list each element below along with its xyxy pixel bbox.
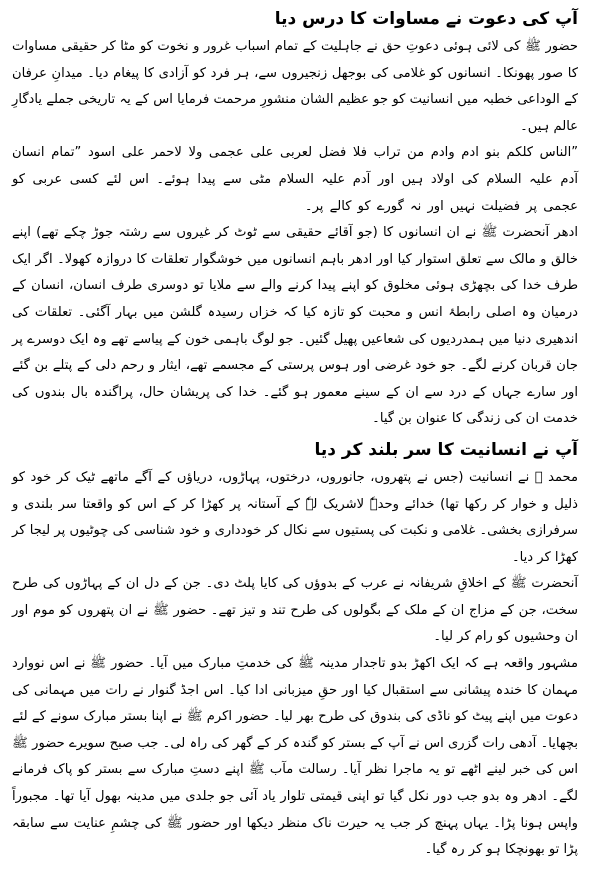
section-heading-equality: آپ کی دعوت نے مساوات کا درس دیا [274,9,578,29]
paragraph-human-relations: ادھر آنحضرت ﷺ نے ان انسانوں کا (جو آقائے حقیقی سے ٹوٹ کر غیروں سے رشتہ جوڑ چکے تھے) اپنے خالق و مالک سے تعلق استوار کیا اور ادھر باہم انسانوں میں خوشگوار تعلقات کا دروازہ کھولا۔ اگر ایک طرف خدا کی بچھڑی ہوئی مخلوق کو اپنے پیدا کرنے والے سے ملایا تو دوسری طرف انسان، انسان کے درمیان وہ اصلی رابطۂ انس و محبت کو تازہ کیا کہ خزاں رسیدہ گلشن میں بہار آگئی۔ تعلقات کی اندھیری دنیا میں ہمدردیوں کی شعاعیں پھیل گئیں۔ جو لوگ باہمی خون کے پیاسے تھے وہ ایک دوسرے پر جان قربان کرنے لگے۔ جو خود غرضی اور ہوس پرستی کے مجسمے تھے، ایثار و رحم دلی کے پتلے بن گئے اور سارے جہاں کے درد سے ان کے سینے معمور ہو گئے۔ خدا کی پریشان حال، پراگندہ بال بندوں کی خدمت ان کی زندگی کا عنوان بن گیا۔ [12,225,578,427]
paragraph-bedouin-character: آنحضرت ﷺ کے اخلاقِ شریفانہ نے عرب کے بدوؤں کی کایا پلٹ دی۔ جن کے دل ان کے پہاڑوں کی طرح سخت، جن کے مزاج ان کے ملک کے بگولوں کی طرح تند و تیز تھے۔ حضور ﷺ نے ان پتھروں کو موم اور ان وحشیوں کو رام کر لیا۔ [12,576,578,645]
paragraph-dignity-intro: محمد ﷺ نے انسانیت (جس نے پتھروں، جانوروں، درختوں، پہاڑوں، دریاؤں کے آگے ماتھے ٹیک کر خود کو ذلیل و خوار کر رکھا تھا) خدائے وحدہٗ لاشریک لہٗ کے آستانہ پر کھڑا کر کے اس کو واقعتا سر بلندی و سرفرازی بخشی۔ غلامی و نکبت کی پستیوں سے نکال کر خودداری و خود شناسی کی چوٹیوں پر لیجا کر کھڑا کر دیا۔ [12,469,578,565]
section-heading-dignity: آپ نے انسانیت کا سر بلند کر دیا [314,439,578,460]
paragraph-bedouin-story: مشہور واقعہ ہے کہ ایک اکھڑ بدو تاجدار مدینہ ﷺ کی خدمتِ مبارک میں آیا۔ حضور ﷺ نے اس نووارد مہمان کا خندہ پیشانی سے استقبال کیا اور حقِ میزبانی ادا کیا۔ اس اجڈ گنوار نے رات میں مہمانی کی دعوت میں اپنے پیٹ کو ناڈی کی بندوق کی طرح بھر لیا۔ حضور اکرم ﷺ نے اپنا بستر مبارک سونے کے لئے بچھایا۔ آدھی رات گزری اس نے آپ کے بستر کو گندہ کر کے گھر کی راہ لی۔ جب صبح سویرے حضور ﷺ اس کی خبر لینے اٹھے تو یہ ماجرا نظر آیا۔ رسالت مآب ﷺ اپنے دستِ مبارک سے بستر کو پاک فرمانے لگے۔ ادھر وہ بدو جب دور نکل گیا تو اپنی قیمتی تلوار یاد آئی جو جلدی میں مدینہ بھول آیا تھا۔ مجبوراً واپس ہونا پڑا۔ یہاں پہنچ کر جب یہ حیرت ناک منظر دیکھا اور حضور ﷺ کی چشمِ عنایت سے سابقہ پڑا تو بھونچکا ہو کر رہ گیا۔ [12,656,578,858]
paragraph-farewell-sermon-quote: ”الناس كلكم بنو ادم وادم من تراب فلا فضل لعربی علی عجمی ولا لاحمر علی اسود ”تمام انسان آدم علیہ السلام کی اولاد ہیں اور آدم علیہ السلام مٹی سے پیدا ہوئے۔ اس لئے کسی عربی کو عجمی پر فضیلت نہیں اور نہ گورے کو کالے پر۔ [12,145,578,214]
paragraph-equality-intro: حضور ﷺ کی لائی ہوئی دعوتِ حق نے جاہلیت کے تمام اسباب غرور و نخوت کو مٹا کر حقیقی مساوات کا صور پھونکا۔ انسانوں کو غلامی کی بوجھل زنجیروں سے، ہر فرد کو آزادی کا پیغام دیا۔ میدانِ عرفان کے الوداعی خطبہ میں انسانیت کو جو عظیم الشان منشورِ مرحمت فرمایا اس کے یہ تاریخی جملے یادگارِ عالم ہیں۔ [12,39,578,134]
page [12,6,578,869]
